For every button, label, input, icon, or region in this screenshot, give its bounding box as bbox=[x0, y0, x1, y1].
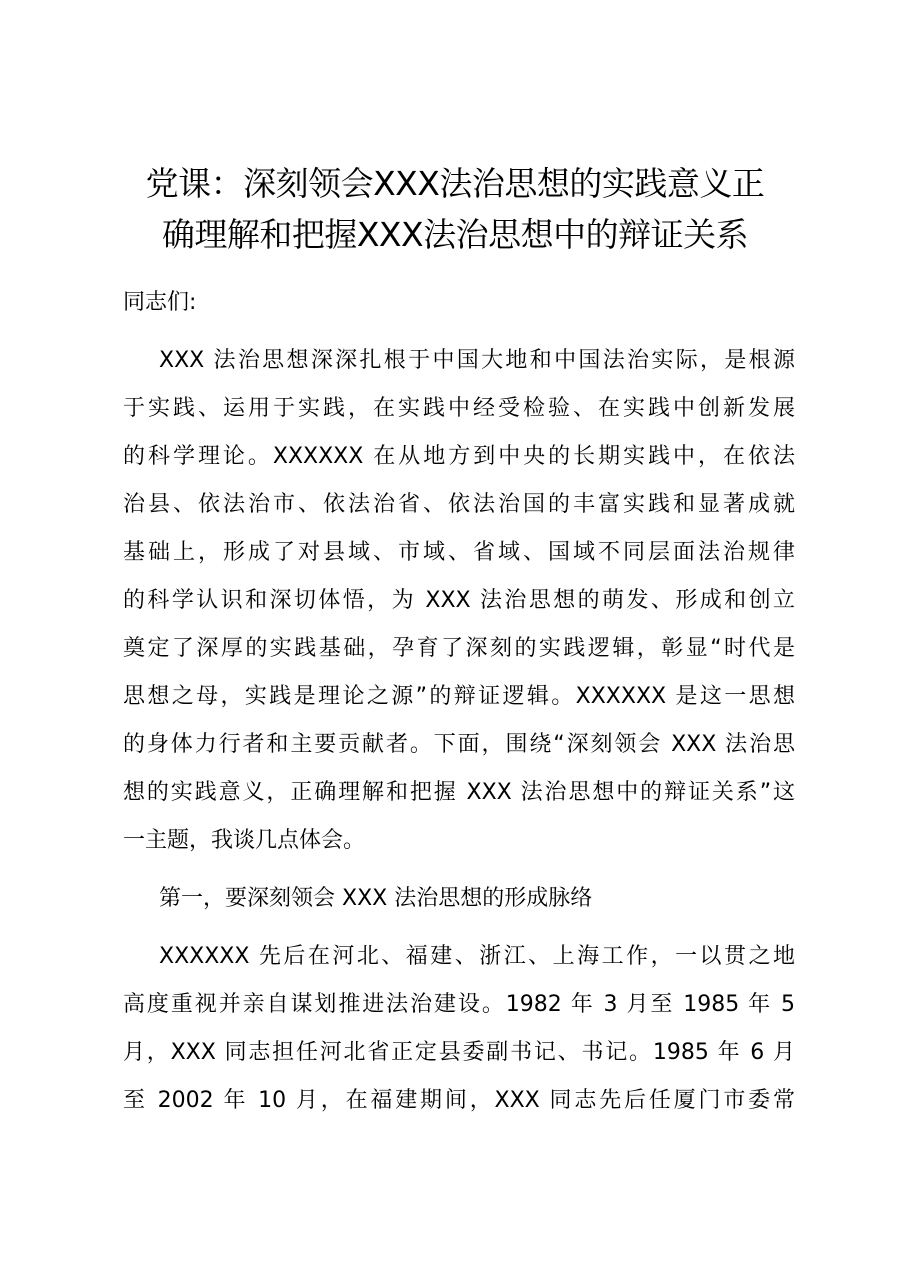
document-title-line-1: 党课：深刻领会XXX法治思想的实践意义正 bbox=[145, 164, 765, 203]
paragraph-line: 的身体力行者和主要贡献者。下面，围绕“深刻领会 XXX 法治思 bbox=[123, 732, 795, 757]
paragraph-line: 基础上，形成了对县域、市域、省域、国域不同层面法治规律 bbox=[123, 540, 795, 565]
section-heading: 第一，要深刻领会 XXX 法治思想的形成脉络 bbox=[159, 886, 593, 911]
paragraph-line: 至 2002 年 10 月，在福建期间，XXX 同志先后任厦门市委常 bbox=[123, 1088, 795, 1113]
paragraph-line: XXXXXX 先后在河北、福建、浙江、上海工作，一以贯之地 bbox=[159, 944, 795, 969]
paragraph-line: 月，XXX 同志担任河北省正定县委副书记、书记。1985 年 6 月 bbox=[123, 1040, 795, 1065]
paragraph-line: 奠定了深厚的实践基础，孕育了深刻的实践逻辑，彰显“时代是 bbox=[123, 636, 795, 661]
paragraph-line: 高度重视并亲自谋划推进法治建设。1982 年 3 月至 1985 年 5 bbox=[123, 992, 795, 1017]
salutation: 同志们: bbox=[123, 290, 197, 315]
paragraph-line: 的科学理论。XXXXXX 在从地方到中央的长期实践中，在依法 bbox=[123, 444, 795, 469]
paragraph-line: 一主题，我谈几点体会。 bbox=[123, 828, 366, 853]
document-title-line-2: 确理解和把握XXX法治思想中的辩证关系 bbox=[161, 215, 749, 254]
paragraph-line: 于实践、运用于实践，在实践中经受检验、在实践中创新发展 bbox=[123, 396, 795, 421]
paragraph-line: 思想之母，实践是理论之源”的辩证逻辑。XXXXXX 是这一思想 bbox=[123, 684, 795, 709]
paragraph-line: XXX 法治思想深深扎根于中国大地和中国法治实际，是根源 bbox=[159, 348, 795, 373]
paragraph-line: 的科学认识和深切体悟，为 XXX 法治思想的萌发、形成和创立 bbox=[123, 588, 795, 613]
paragraph-line: 想的实践意义，正确理解和把握 XXX 法治思想中的辩证关系”这 bbox=[123, 780, 795, 805]
paragraph-line: 治县、依法治市、依法治省、依法治国的丰富实践和显著成就 bbox=[123, 492, 795, 517]
